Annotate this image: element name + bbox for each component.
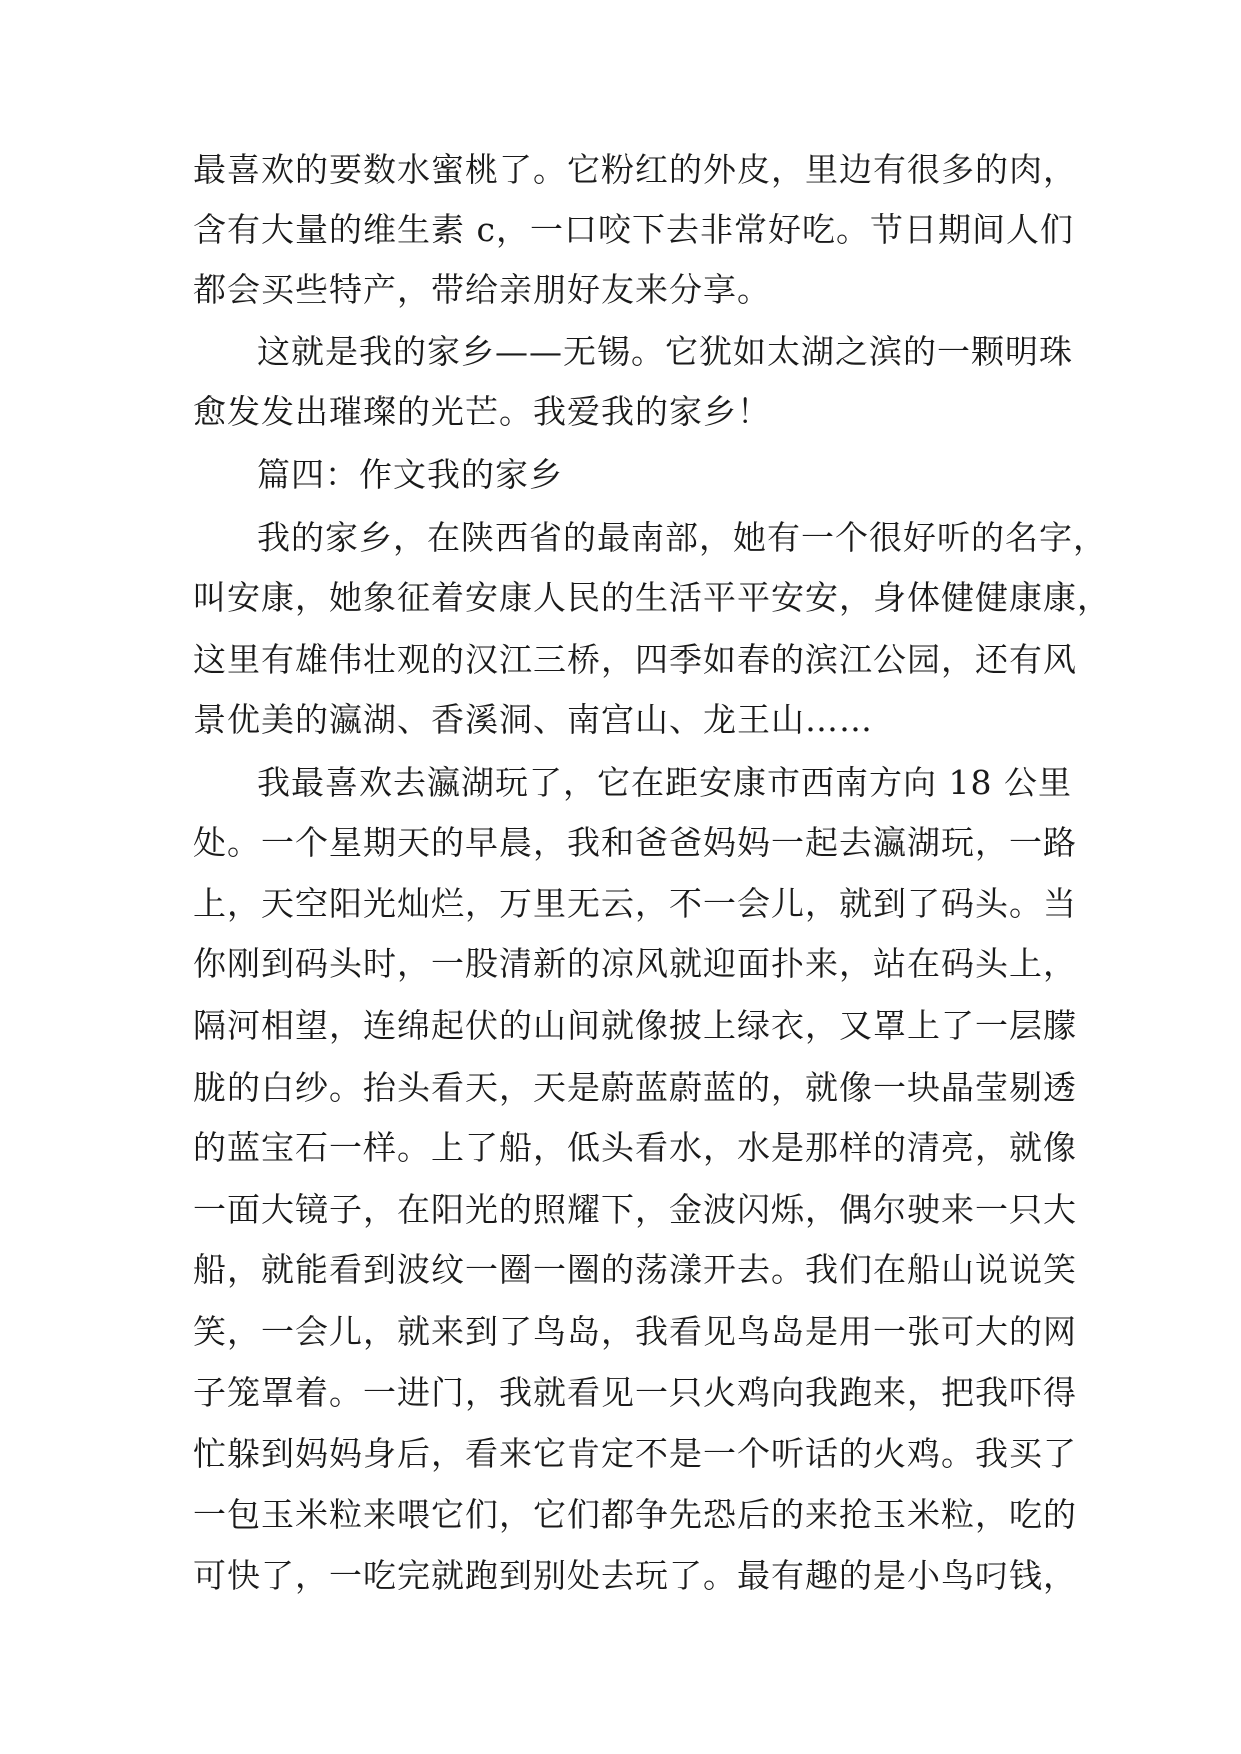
text-line: 处。一个星期天的早晨，我和爸爸妈妈一起去瀛湖玩，一路 bbox=[193, 823, 1077, 862]
text-line: 隔河相望，连绵起伏的山间就像披上绿衣，又罩上了一层朦 bbox=[193, 1006, 1077, 1045]
text-line: 忙躲到妈妈身后，看来它肯定不是一个听话的火鸡。我买了 bbox=[193, 1434, 1077, 1473]
text-line: 都会买些特产，带给亲朋好友来分享。 bbox=[193, 270, 771, 309]
text-line: 可快了，一吃完就跑到别处去玩了。最有趣的是小鸟叼钱， bbox=[193, 1556, 1077, 1595]
text-line: 景优美的瀛湖、香溪洞、南宫山、龙王山…… bbox=[193, 700, 873, 739]
text-line: 我的家乡，在陕西省的最南部，她有一个很好听的名字， bbox=[257, 518, 1107, 557]
section-heading: 篇四：作文我的家乡 bbox=[257, 455, 563, 494]
text-line: 你刚到码头时，一股清新的凉风就迎面扑来，站在码头上， bbox=[193, 944, 1077, 983]
text-line: 胧的白纱。抬头看天，天是蔚蓝蔚蓝的，就像一块晶莹剔透 bbox=[193, 1068, 1077, 1107]
text-line: 愈发发出璀璨的光芒。我爱我的家乡！ bbox=[193, 392, 771, 431]
text-line: 最喜欢的要数水蜜桃了。它粉红的外皮，里边有很多的肉， bbox=[193, 150, 1077, 189]
text-line: 上，天空阳光灿烂，万里无云，不一会儿，就到了码头。当 bbox=[193, 884, 1077, 923]
text-line: 这里有雄伟壮观的汉江三桥，四季如春的滨江公园，还有风 bbox=[193, 640, 1077, 679]
text-line: 含有大量的维生素 c，一口咬下去非常好吃。节日期间人们 bbox=[193, 210, 1074, 249]
text-line: 船，就能看到波纹一圈一圈的荡漾开去。我们在船山说说笑 bbox=[193, 1250, 1077, 1289]
text-line: 一包玉米粒来喂它们，它们都争先恐后的来抢玉米粒，吃的 bbox=[193, 1495, 1077, 1534]
text-line: 子笼罩着。一进门，我就看见一只火鸡向我跑来，把我吓得 bbox=[193, 1373, 1077, 1412]
text-line: 一面大镜子，在阳光的照耀下，金波闪烁，偶尔驶来一只大 bbox=[193, 1190, 1077, 1229]
text-line: 的蓝宝石一样。上了船，低头看水，水是那样的清亮，就像 bbox=[193, 1128, 1077, 1167]
text-line: 笑，一会儿，就来到了鸟岛，我看见鸟岛是用一张可大的网 bbox=[193, 1312, 1077, 1351]
text-line: 叫安康，她象征着安康人民的生活平平安安，身体健健康康， bbox=[193, 578, 1111, 617]
text-line: 这就是我的家乡——无锡。它犹如太湖之滨的一颗明珠 bbox=[257, 332, 1073, 371]
text-line: 我最喜欢去瀛湖玩了，它在距安康市西南方向 18 公里 bbox=[257, 763, 1072, 802]
